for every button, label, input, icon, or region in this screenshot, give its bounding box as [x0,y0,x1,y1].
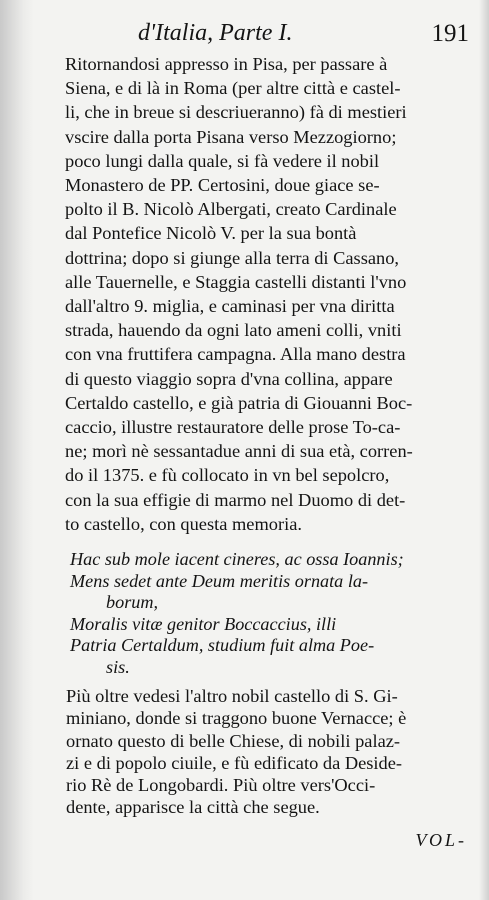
running-title: d'Italia, Parte I. [138,20,293,46]
text-line: Ritornandosi appresso in Pisa, per passare à [65,54,388,74]
text-line: li, che in breue si descriueranno) fà di mestieri [65,102,407,123]
text-line: zi e di popolo ciuile, e fù edificato da Deside- [66,752,403,773]
text-line: polto il B. Nicolò Albergati, creato Cardinale [65,199,397,220]
text-line: vscire dalla porta Pisana verso Mezzogiorno; [65,126,397,147]
text-line: poco lungi dalla quale, si fà vedere il nobil [65,150,380,171]
text-line: con la sua effigie di marmo nel Duomo di det- [65,489,406,510]
text-line: Siena, e di là in Roma (per altre città e castel- [65,78,401,99]
text-line: di questo viaggio sopra d'vna collina, appare [65,368,393,389]
epitaph-verse [70,549,470,678]
text-line: Monastero de PP. Certosini, doue giace se- [65,175,380,196]
verse-line: sis. [106,656,130,677]
verse-line: borum, [106,592,159,612]
verse-line: Hac sub mole iacent cineres, ac ossa Ioannis; [70,549,404,569]
text-line: Certaldo castello, e già patria di Giouanni Boc- [65,392,413,413]
catchword: VOL- [415,830,467,850]
text-line: do il 1375. e fù collocato in vn bel sepolcro, [65,465,390,486]
text-line: ne; morì nè sessantadue anni di sua età, corren- [65,441,413,462]
text-line: dente, apparisce la città che segue. [66,797,320,818]
closing-paragraph [66,685,468,819]
text-line: dal Pontefice Nicolò V. per la sua bontà [65,223,357,244]
running-head [138,20,469,50]
verse-line: Moralis vitæ genitor Boccaccius, illi [70,613,337,634]
text-line: dall'altro 9. miglia, e caminasi per vna diritta [65,296,395,317]
page-number: 191 [431,20,469,47]
text-line: Più oltre vedesi l'altro nobil castello di S. Gi- [66,686,398,706]
text-line: con vna fruttifera campagna. Alla mano destra [65,344,406,365]
verse-line: Patria Certaldum, studium fuit alma Poe- [70,635,375,655]
text-line: ornato questo di belle Chiese, di nobili palaz- [66,730,401,751]
verse-line: Mens sedet ante Deum meritis ornata la- [70,570,369,591]
text-line: strada, hauendo da ogni lato ameni colli, vniti [65,320,402,341]
main-paragraph [65,52,467,536]
text-line: alle Tauernelle, e Staggia castelli distanti l'vno [65,271,407,292]
text-line: dottrina; dopo si giunge alla terra di Cassano, [65,247,400,268]
text-line: rio Rè de Longobardi. Più oltre vers'Occi- [66,775,376,796]
text-line: miniano, donde si traggono buone Vernacce; è [66,708,407,729]
text-line: to castello, con questa memoria. [65,513,302,534]
text-line: caccio, illustre restauratore delle prose To-ca- [65,417,401,438]
